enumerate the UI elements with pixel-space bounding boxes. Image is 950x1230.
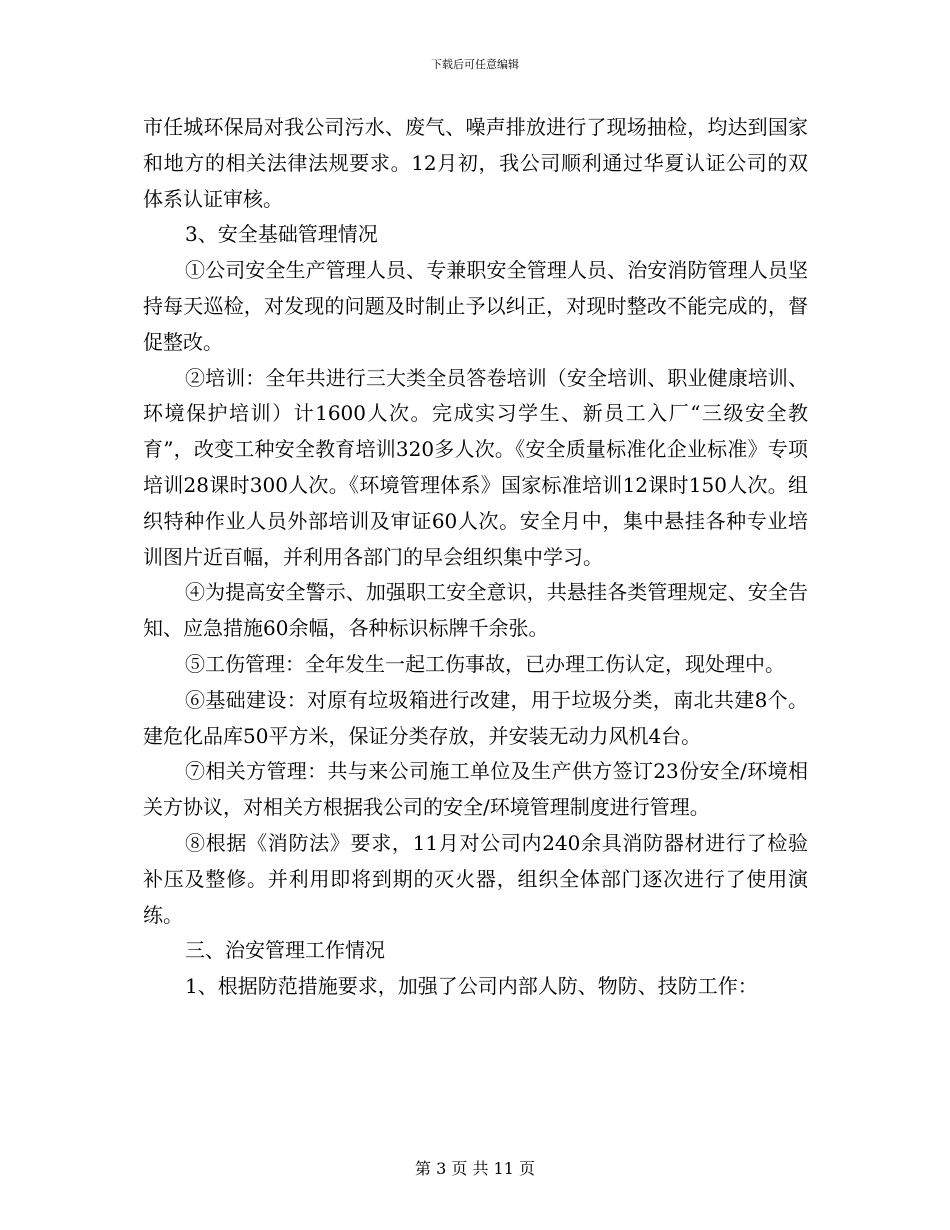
page-footer: 第 3 页 共 11 页 [415, 1159, 535, 1178]
section-heading: 3、安全基础管理情况 [185, 222, 378, 247]
page-header: 下载后可任意编辑 [431, 58, 519, 71]
paragraph: ⑥基础建设：对原有垃圾箱进行改建，用于垃圾分类，南北共建8个。建危化品库50平方米，保证分类存放，并安装无动力风机4台。 [143, 687, 808, 748]
section-heading: 三、治安管理工作情况 [185, 938, 385, 963]
document-body [143, 110, 808, 1005]
paragraph: ①公司安全生产管理人员、专兼职安全管理人员、治安消防管理人员坚持每天巡检，对发现的问题及时制止予以纠正，对现时整改不能完成的，督促整改。 [143, 258, 808, 354]
paragraph: ④为提高安全警示、加强职工安全意识，共悬挂各类管理规定、安全告知、应急措施60余幅，各种标识标牌千余张。 [143, 580, 808, 641]
paragraph: ⑤工伤管理：全年发生一起工伤事故，已办理工伤认定，现处理中。 [185, 651, 785, 676]
paragraph: 市任城环保局对我公司污水、废气、噪声排放进行了现场抽检，均达到国家和地方的相关法律法规要求。12月初，我公司顺利通过华夏认证公司的双体系认证审核。 [143, 115, 808, 211]
paragraph: ⑧根据《消防法》要求，11月对公司内240余具消防器材进行了检验补压及整修。并利用即将到期的灭火器，组织全体部门逐次进行了使用演练。 [143, 830, 808, 927]
paragraph: ②培训：全年共进行三大类全员答卷培训（安全培训、职业健康培训、环境保护培训）计1600人次。完成实习学生、新员工入厂“三级安全教育”，改变工种安全教育培训320多人次。《安全质量标准化企业标准》专项培训28课时300人次。《环境管理体系》国家标准培训12课时150人次。组织特种作业人员外部培训及审证60人次。安全月中，集中悬挂各种专业培训图片近百幅，并利用各部门的早会组织集中学习。 [143, 365, 808, 569]
paragraph: 1、根据防范措施要求，加强了公司内部人防、物防、技防工作： [185, 974, 758, 999]
paragraph: ⑦相关方管理：共与来公司施工单位及生产供方签订23份安全/环境相关方协议，对相关方根据我公司的安全/环境管理制度进行管理。 [143, 759, 808, 820]
